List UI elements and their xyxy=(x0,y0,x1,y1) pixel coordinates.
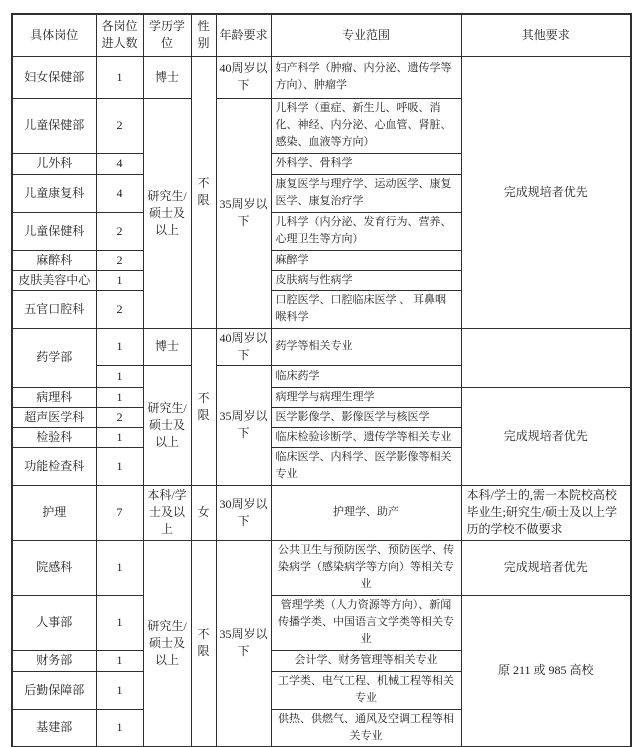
cell-major: 临床检验诊断学、遗传学等相关专业 xyxy=(271,427,461,447)
cell-age: 35周岁以下 xyxy=(216,540,271,747)
cell-gender: 女 xyxy=(191,485,216,540)
cell-position: 儿童保健科 xyxy=(12,212,96,250)
cell-other-empty xyxy=(461,328,631,387)
cell-position: 儿童保健部 xyxy=(12,98,96,153)
cell-age: 35周岁以下 xyxy=(216,365,271,485)
cell-count: 7 xyxy=(96,485,143,540)
cell-age: 30周岁以下 xyxy=(216,485,271,540)
cell-count: 1 xyxy=(96,427,143,447)
cell-major: 妇产科学（肿瘤、内分泌、遗传学等方向）、肿瘤学 xyxy=(271,56,461,98)
cell-age: 40周岁以下 xyxy=(216,328,271,365)
table-row xyxy=(12,56,631,98)
header-row xyxy=(12,14,631,56)
cell-count: 2 xyxy=(96,290,143,328)
cell-count: 1 xyxy=(96,709,143,747)
cell-degree: 研究生/硕士及以上 xyxy=(143,365,191,485)
cell-count: 1 xyxy=(96,671,143,709)
cell-major: 儿科学（内分泌、发育行为、营养、心理卫生等方向） xyxy=(271,212,461,250)
cell-position: 儿童康复科 xyxy=(12,174,96,212)
cell-count: 1 xyxy=(96,540,143,595)
cell-major: 儿科学（重症、新生儿、呼吸、消化、神经、内分泌、心血管、肾脏、感染、血液等方向） xyxy=(271,98,461,153)
header-position: 具体岗位 xyxy=(12,14,96,56)
header-degree: 学历学位 xyxy=(143,14,191,56)
cell-major: 麻醉学 xyxy=(271,250,461,270)
cell-degree: 研究生/硕士及以上 xyxy=(143,540,191,747)
cell-gender: 不限 xyxy=(191,56,216,328)
cell-count: 1 xyxy=(96,365,143,387)
header-gender: 性别 xyxy=(191,14,216,56)
cell-position: 财务部 xyxy=(12,650,96,671)
cell-position: 皮肤美容中心 xyxy=(12,270,96,290)
table-row xyxy=(12,595,631,650)
cell-position: 药学部 xyxy=(12,328,96,387)
cell-position: 后勤保障部 xyxy=(12,671,96,709)
cell-count: 1 xyxy=(96,650,143,671)
cell-position: 妇女保健部 xyxy=(12,56,96,98)
cell-other: 完成规培者优先 xyxy=(461,56,631,328)
cell-count: 4 xyxy=(96,174,143,212)
cell-major: 医学影像学、影像医学与核医学 xyxy=(271,407,461,427)
cell-major: 康复医学与理疗学、运动医学、康复医学、康复治疗学 xyxy=(271,174,461,212)
table-row xyxy=(12,387,631,407)
cell-major: 管理学类（人力资源等方向）、新闻传播学类、中国语言文学类等相关专业 xyxy=(271,595,461,650)
cell-major: 会计学、财务管理等相关专业 xyxy=(271,650,461,671)
table-row xyxy=(12,485,631,540)
cell-major: 口腔医学、口腔临床医学 、 耳鼻咽喉科学 xyxy=(271,290,461,328)
cell-degree: 研究生/硕士及以上 xyxy=(143,98,191,328)
cell-count: 1 xyxy=(96,328,143,365)
cell-major: 病理学与病理生理学 xyxy=(271,387,461,407)
cell-major: 临床医学、内科学、医学影像等相关专业 xyxy=(271,447,461,485)
cell-position: 基建部 xyxy=(12,709,96,747)
cell-count: 1 xyxy=(96,447,143,485)
cell-count: 1 xyxy=(96,387,143,407)
cell-major: 外科学、骨科学 xyxy=(271,153,461,174)
cell-other: 本科/学士的,需一本院校高校毕业生;研究生/硕士及以上学历的学校不做要求 xyxy=(461,485,631,540)
cell-age: 40周岁以下 xyxy=(216,56,271,98)
header-other: 其他要求 xyxy=(461,14,631,56)
header-major: 专业范围 xyxy=(271,14,461,56)
cell-position: 院感科 xyxy=(12,540,96,595)
cell-major: 工学类、电气工程、机械工程等相关专业 xyxy=(271,671,461,709)
cell-position: 护理 xyxy=(12,485,96,540)
cell-major: 临床药学 xyxy=(271,365,461,387)
cell-other: 完成规培者优先 xyxy=(461,387,631,485)
cell-count: 2 xyxy=(96,98,143,153)
cell-count: 1 xyxy=(96,56,143,98)
cell-position: 检验科 xyxy=(12,427,96,447)
cell-count: 1 xyxy=(96,595,143,650)
cell-position: 麻醉科 xyxy=(12,250,96,270)
cell-major: 公共卫生与预防医学、预防医学、传染病学（感染病学等方向）等相关专业 xyxy=(271,540,461,595)
cell-count: 2 xyxy=(96,250,143,270)
cell-degree: 博士 xyxy=(143,328,191,365)
cell-major: 护理学、助产 xyxy=(271,485,461,540)
cell-position: 人事部 xyxy=(12,595,96,650)
cell-major: 药学等相关专业 xyxy=(271,328,461,365)
cell-position: 功能检查科 xyxy=(12,447,96,485)
cell-count: 1 xyxy=(96,270,143,290)
cell-other: 完成规培者优先 xyxy=(461,540,631,595)
cell-gender: 不限 xyxy=(191,328,216,485)
cell-count: 2 xyxy=(96,212,143,250)
cell-age: 35周岁以下 xyxy=(216,98,271,328)
cell-major: 供热、供燃气、通风及空调工程等相关专业 xyxy=(271,709,461,747)
header-count: 各岗位进人数 xyxy=(96,14,143,56)
cell-degree: 本科/学士及以上 xyxy=(143,485,191,540)
recruitment-table xyxy=(11,13,632,747)
cell-degree: 博士 xyxy=(143,56,191,98)
cell-other: 原 211 或 985 高校 xyxy=(461,595,631,747)
cell-position: 超声医学科 xyxy=(12,407,96,427)
header-age: 年龄要求 xyxy=(216,14,271,56)
cell-count: 4 xyxy=(96,153,143,174)
cell-position: 儿外科 xyxy=(12,153,96,174)
table-row xyxy=(12,328,631,365)
cell-gender: 不限 xyxy=(191,540,216,747)
cell-count: 2 xyxy=(96,407,143,427)
cell-major: 皮肤病与性病学 xyxy=(271,270,461,290)
table-row xyxy=(12,540,631,595)
cell-position: 五官口腔科 xyxy=(12,290,96,328)
cell-position: 病理科 xyxy=(12,387,96,407)
